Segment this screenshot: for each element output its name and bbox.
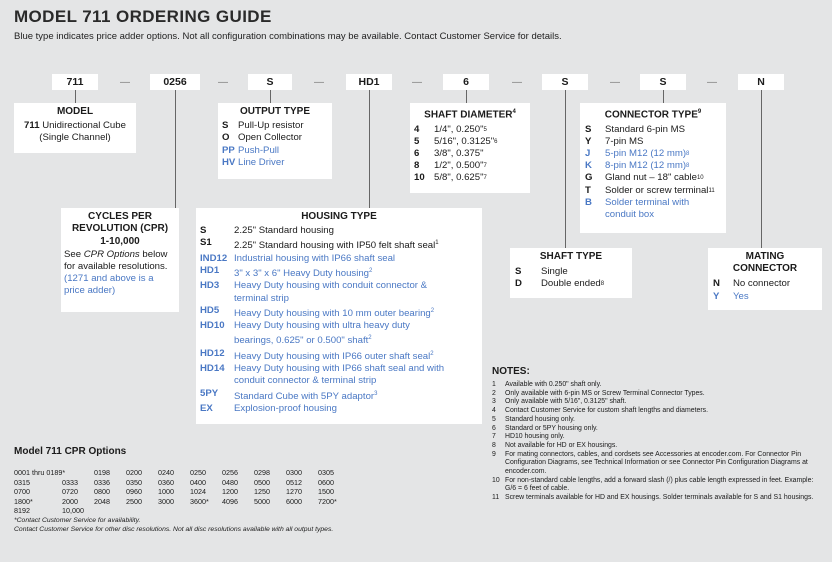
- shaft-diameter-item: 6 3/8", 0.375": [414, 147, 484, 159]
- cpr-range: 1-10,000: [100, 236, 140, 248]
- notes-list: [492, 381, 822, 503]
- note-item: 1 Available with 0.250" shaft only.: [492, 381, 602, 388]
- cpr-footnote: *Contact Customer Service for availability.: [14, 516, 141, 524]
- note-item: 8 Not available for HD or EX housings.: [492, 441, 618, 449]
- connector-line: [270, 90, 271, 103]
- connector-line: [761, 90, 762, 248]
- housing-item: 5PY Standard Cube with 5PY adaptor$^3$: [200, 387, 378, 402]
- connector-type-box: CONNECTOR TYPE$^9$ S Standard 6-pin MS Y 7-pin MS J 5-pin M12 (12 mm) 8 K 8-pin M12 (12 mm) 8 G Gland nut – 18" cable 10 T Solder or screw terminal 11 B Solder terminal with conduit box: [580, 103, 726, 233]
- housing-type-box: [196, 208, 482, 424]
- code-box-connector: S: [640, 74, 686, 90]
- code-box-shaft-type: S: [542, 74, 588, 90]
- connector-item: T Solder or screw terminal 11: [585, 184, 715, 196]
- housing-item: S1 2.25" Standard housing with IP50 felt shaft seal$^1$: [200, 237, 439, 252]
- table-row: 0315 0333 0336 0350 0360 0400 0480 0500 0512 0600: [14, 477, 334, 487]
- code-box-output: S: [248, 74, 292, 90]
- separator: —: [707, 76, 717, 88]
- model-desc-2: (Single Channel): [39, 132, 111, 144]
- cpr-options-table: [14, 468, 350, 534]
- table-row: 0700 0720 0800 0960 1000 1024 1200 1250 1270 1500: [14, 487, 334, 497]
- code-box-model: 711: [52, 74, 98, 90]
- housing-item: IND12 Industrial housing with IP66 shaft seal: [200, 252, 396, 264]
- separator: —: [218, 76, 228, 88]
- note-item: 7 HD10 housing only.: [492, 433, 565, 441]
- shaft-type-item: D Double ended 8: [515, 278, 605, 290]
- mating-connector-box: [708, 248, 822, 310]
- code-box-mating: N: [738, 74, 784, 90]
- page-title: MODEL 711 ORDERING GUIDE: [14, 7, 272, 26]
- cpr-resolutions: for available resolutions.: [64, 260, 168, 272]
- connector-item: J 5-pin M12 (12 mm) 8: [585, 147, 690, 159]
- shaft-diameter-item: 5 5/16", 0.3125" 6: [414, 135, 498, 147]
- table-row: 1800* 2000 2048 2500 3000 3600* 4096 5000 6000 7200*: [14, 496, 337, 506]
- cpr-adder-2: price adder): [64, 285, 116, 297]
- note-item: 3 Only available with 5/16", 0.3125" shaft.: [492, 398, 627, 406]
- separator: —: [610, 76, 620, 88]
- connector-type-heading: CONNECTOR TYPE: [604, 109, 698, 121]
- note-item: 6 Standard or 5PY housing only.: [492, 424, 598, 432]
- notes-heading: NOTES:: [492, 366, 530, 377]
- cpr-footnote-2: Contact Customer Service for other disc resolutions. Not all disc resolutions available with all output types.: [14, 526, 334, 534]
- housing-item: HD12 Heavy Duty housing with IP66 outer shaft seal$^2$: [200, 347, 434, 362]
- mating-heading: MATING: [745, 251, 785, 262]
- connector-item: G Gland nut – 18" cable 10: [585, 172, 704, 184]
- connector-line: [369, 90, 370, 208]
- housing-item: HD10 Heavy Duty housing with ultra heavy duty bearings, 0.625" or 0.500" shaft$^2$: [200, 320, 410, 347]
- code-box-shaft-diameter: 6: [443, 74, 489, 90]
- connector-item: Y 7-pin MS: [585, 135, 644, 147]
- table-row: 8192 10,000: [14, 506, 84, 516]
- output-type-heading: OUTPUT TYPE: [239, 106, 310, 117]
- housing-item: EX Explosion-proof housing: [200, 402, 337, 414]
- cpr-adder: (1271 and above is a: [64, 273, 154, 285]
- mating-item: N No connector: [713, 278, 791, 290]
- output-item: PP Push-Pull: [222, 144, 280, 156]
- connector-line: [175, 90, 176, 208]
- shaft-diameter-heading: SHAFT DIAMETER: [424, 109, 513, 121]
- cpr-see-options: See CPR Options below: [64, 248, 168, 260]
- shaft-type-box: [510, 248, 632, 298]
- shaft-type-item: S Single: [515, 266, 568, 278]
- cpr-box: [61, 208, 179, 312]
- housing-item: HD3 Heavy Duty housing with conduit connector & terminal strip: [200, 280, 428, 304]
- note-item: 4 Contact Customer Service for custom shaft lengths and diameters.: [492, 407, 708, 415]
- output-item: S Pull-Up resistor: [222, 120, 304, 132]
- separator: —: [314, 76, 324, 88]
- housing-item: S 2.25" Standard housing: [200, 225, 334, 237]
- separator: —: [412, 76, 422, 88]
- connector-line: [75, 90, 76, 103]
- shaft-diameter-item: 4 1/4", 0.250" 5: [414, 123, 487, 135]
- note-item: 5 Standard housing only.: [492, 415, 575, 423]
- code-box-cpr: 0256: [150, 74, 200, 90]
- cpr-heading-2: REVOLUTION (CPR): [71, 223, 169, 235]
- connector-item: S Standard 6-pin MS: [585, 123, 685, 135]
- model-box: [14, 103, 136, 153]
- code-box-housing: HD1: [346, 74, 392, 90]
- note-item: 10 For non-standard cable lengths, add a forward slash (/) plus cable length expressed in feet. Example: G/6 = 6 feet of cable.: [492, 476, 814, 493]
- connector-line: [565, 90, 566, 248]
- connector-item: conduit box: [605, 208, 655, 220]
- model-heading: MODEL: [56, 106, 94, 117]
- output-type-box: [218, 103, 332, 179]
- housing-item: HD14 Heavy Duty housing with IP66 shaft seal and with conduit connector & terminal strip: [200, 363, 445, 387]
- shaft-diameter-item: 8 1/2", 0.500" 7: [414, 160, 487, 172]
- mating-item: Y Yes: [713, 290, 749, 302]
- model-code: 711: [24, 120, 40, 132]
- cpr-heading: CYCLES PER: [88, 211, 152, 222]
- connector-line: [663, 90, 664, 103]
- shaft-diameter-box: SHAFT DIAMETER$^4$ 4 1/4", 0.250" 5 5 5/16", 0.3125" 6 6 3/8", 0.375" 8 1/2", 0.500" 7 10 5/8", 0.625" 7: [410, 103, 530, 193]
- model-desc: Unidirectional Cube: [42, 120, 126, 132]
- note-item: 2 Only available with 6-pin MS or Screw Terminal Connector Types.: [492, 389, 705, 397]
- connector-item: K 8-pin M12 (12 mm) 8: [585, 160, 690, 172]
- table-row: 0001 thru 0189* 0198 0200 0240 0250 0256 0298 0300 0305: [14, 468, 334, 477]
- connector-line: [466, 90, 467, 103]
- housing-item: HD1 3" x 3" x 6" Heavy Duty housing$^2$: [200, 265, 373, 280]
- mating-heading-2: CONNECTOR: [732, 263, 798, 275]
- connector-item: B Solder terminal with: [585, 196, 690, 208]
- shaft-type-heading: SHAFT TYPE: [539, 251, 603, 262]
- output-item: HV Line Driver: [222, 156, 285, 168]
- output-item: O Open Collector: [222, 132, 302, 144]
- separator: —: [120, 76, 130, 88]
- separator: —: [512, 76, 522, 88]
- housing-item: HD5 Heavy Duty housing with 10 mm outer bearing$^2$: [200, 304, 435, 319]
- cpr-options-heading: Model 711 CPR Options: [14, 446, 127, 457]
- note-item: 9 For mating connectors, cables, and cordsets see Accessories at encoder.com. For Connector Pin Configuration Diagrams, see Technical Information or see Connector Pin Configuration Diagrams at encoder.com.: [492, 450, 808, 476]
- note-item: 11 Screw terminals available for HD and EX housings. Solder terminals available for S and S1 housings.: [492, 494, 814, 502]
- shaft-diameter-item: 10 5/8", 0.625" 7: [414, 172, 487, 184]
- housing-type-heading: HOUSING TYPE: [301, 211, 377, 222]
- page-subtitle: Blue type indicates price adder options. Not all configuration combinations may be available. Contact Customer Service for details.: [14, 31, 562, 42]
